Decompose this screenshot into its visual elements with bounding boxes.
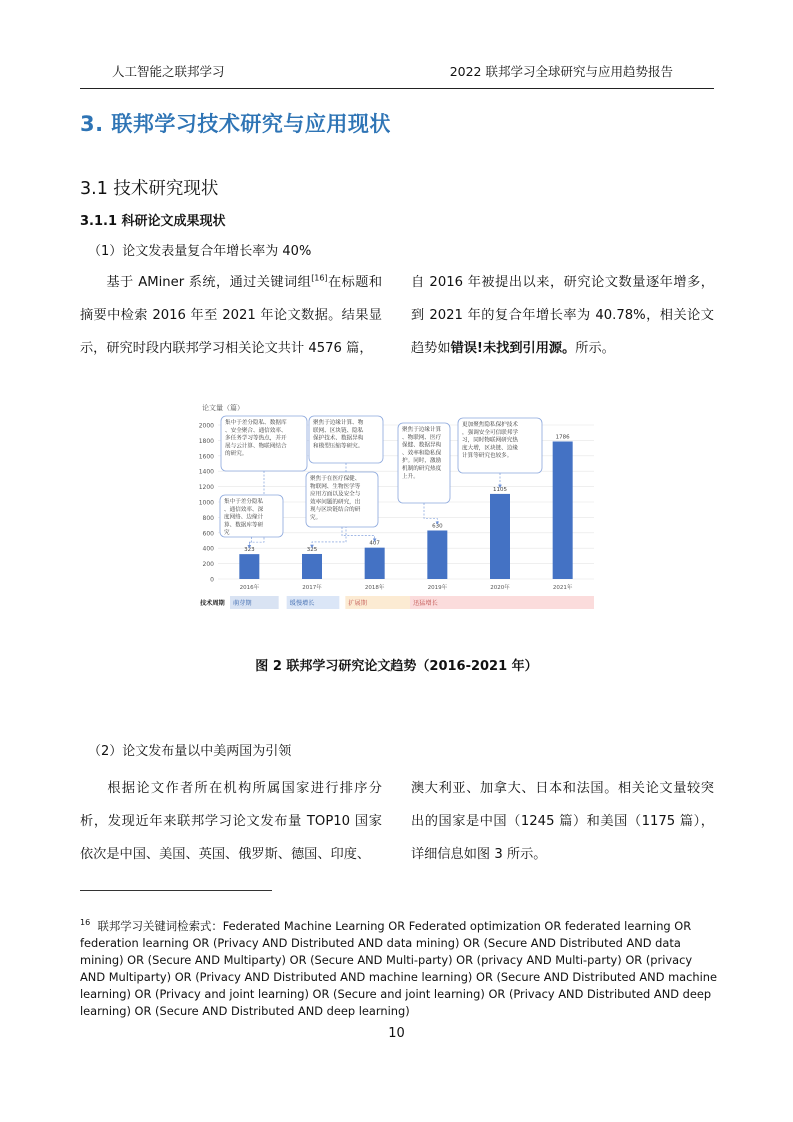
y-tick-label: 1000 (198, 499, 214, 507)
y-tick-label: 200 (202, 561, 214, 569)
y-tick-label: 400 (202, 545, 214, 553)
paper-trend-chart (196, 398, 600, 616)
y-tick-label: 1800 (198, 437, 214, 445)
annotation-arrow (424, 503, 437, 524)
para1-title: （1）论文发表量复合年增长率为 40% (88, 244, 312, 259)
phase-name: 缓慢增长 (289, 600, 315, 607)
annotation-text: 聚焦于边缘计算、物联网、区块链、隐私保护技术、数据异构和模型压缩等研究。 (313, 420, 364, 450)
para2-right-column (411, 772, 714, 871)
footnote-rule (80, 890, 272, 891)
y-tick-label: 1200 (198, 484, 214, 492)
footnote (80, 918, 720, 1020)
annotation-text: 聚焦于边缘计算、物联网、医疗保健、数据异构、效率和隐私保护。同时，激励机制的研究热度上升。 (402, 427, 442, 480)
annotation-box (306, 472, 378, 542)
bar (302, 554, 322, 579)
data-label: 325 (306, 546, 318, 553)
para1-left-text-b: 在标题和摘要中检索 2016 年至 2021 年论文数据。结果显示，研究时段内联邦学习相关论文共计 4576 篇， (80, 275, 383, 356)
y-tick-label: 2000 (198, 422, 214, 430)
para2-right-text: 澳大利亚、加拿大、日本和法国。相关论文量较突出的国家是中国（1245 篇）和美国（1175 篇），详细信息如图 3 所示。 (411, 781, 714, 862)
para1-right-tail: 所示。 (575, 341, 615, 356)
section-heading-1: 3. 联邦学习技术研究与应用现状 (80, 112, 391, 136)
bar (239, 554, 259, 579)
data-label: 1786 (555, 434, 570, 441)
para1-left-text-a: 基于 AMiner 系统，通过关键词组 (106, 275, 312, 290)
y-tick-label: 0 (210, 576, 214, 584)
figure-caption: 图 2 联邦学习研究论文趋势（2016-2021 年） (255, 659, 538, 674)
annotation-arrow (342, 527, 375, 542)
phase-band (199, 596, 594, 609)
phase-name: 迅猛增长 (413, 600, 438, 607)
x-tick-label: 2016年 (239, 585, 260, 591)
para2-title: （2）论文发布量以中美两国为引领 (88, 744, 292, 759)
header-right: 2022 联邦学习全球研究与应用趋势报告 (449, 64, 673, 79)
annotation-text: 集中于差分隐私、通信效率、深度网络、边缘计算、数据库等研究 (224, 499, 264, 537)
y-tick-label: 1600 (198, 453, 214, 461)
bar (553, 441, 573, 579)
x-tick-label: 2021年 (552, 585, 573, 591)
para2-left-text: 根据论文作者所在机构所属国家进行排序分析，发现近年来联邦学习论文发布量 TOP10 国家依次是中国、美国、英国、俄罗斯、德国、印度、 (80, 781, 382, 862)
footnote-mark: 16 (80, 918, 91, 928)
annotation-box (458, 418, 542, 488)
y-tick-label: 600 (202, 530, 214, 538)
y-tick-label: 1400 (198, 468, 214, 476)
x-tick-label: 2017年 (302, 585, 322, 591)
header-rule (80, 88, 714, 89)
broken-ref: 错误!未找到引用源。 (450, 341, 576, 356)
footnote-text: 联邦学习关键词检索式：Federated Machine Learning OR Federated optimization OR federated learning OR federation learning OR (Privacy AND Distributed AND data mining) OR (Secure AND Distributed AND data mining) OR (Secure AND Multiparty) OR (Secure AND Multi-party) OR (privacy AND Multi-party) OR (privacy AND Multiparty) OR (Privacy AND Distributed AND machine learning) OR (Secure AND Distributed AND machine learning) OR (Privacy and joint learning) OR (Secure and joint learning) OR (Privacy AND Distributed AND deep learning) OR (Secure AND Distributed AND deep learning) (80, 919, 718, 1018)
data-label: 323 (244, 547, 255, 554)
section-heading-2: 3.1 技术研究现状 (80, 179, 219, 199)
annotation-text: 更加聚焦隐私保护技术，强调安全可信联邦学习，同时物联网研究热度大增，区块链、边缘计算等研究也较多。 (462, 422, 518, 460)
citation-sup: [16] (311, 273, 328, 283)
phase-label: 技术周期 (200, 600, 225, 607)
x-tick-label: 2019年 (427, 585, 448, 591)
x-tick-labels (240, 583, 573, 591)
annotation-text: 聚焦于在医疗保健、物联网、生物医学等应用方面以及安全与效率问题的研究，出现与区块链结合的研究。 (310, 476, 361, 521)
para1-left-column (80, 266, 382, 365)
y-tick-labels (199, 423, 214, 584)
y-tick-label: 800 (202, 514, 214, 522)
section-heading-3: 3.1.1 科研论文成果现状 (80, 214, 226, 229)
bar (490, 494, 510, 579)
phase-name: 萌芽期 (233, 600, 252, 607)
annotation-box (398, 423, 450, 524)
annotation-text: 集中于差分隐私、数据库、安全聚合、通信效率、多任务学习等热点，并开展与云计算、物联网结合的研究。 (225, 420, 287, 458)
header-left: 人工智能之联邦学习 (112, 64, 225, 79)
data-label: 407 (369, 540, 380, 547)
para1-right-column (411, 266, 714, 365)
annotation-box (220, 495, 283, 548)
page-number: 10 (388, 1026, 405, 1041)
para1-right-text: 自 2016 年被提出以来，研究论文数量逐年增多，到 2021 年的复合年增长率为 40.78%，相关论文趋势如 (411, 275, 714, 356)
x-tick-label: 2020年 (490, 585, 510, 591)
bar (365, 548, 385, 579)
y-axis-label: 论文量（篇） (202, 404, 244, 412)
para2-left-column (80, 772, 382, 871)
data-label: 1105 (493, 486, 507, 493)
phase-name: 扩展期 (348, 600, 367, 607)
data-label: 630 (432, 523, 443, 530)
x-tick-label: 2018年 (364, 585, 385, 591)
bar (427, 530, 447, 579)
